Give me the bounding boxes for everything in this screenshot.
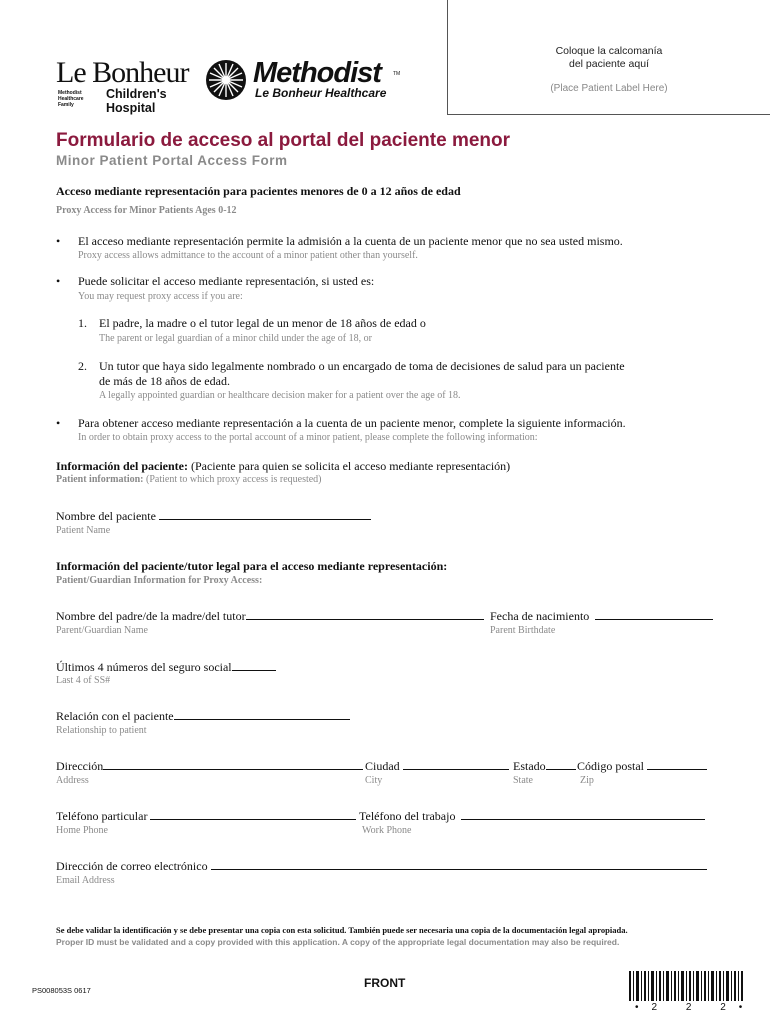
state-label (513, 759, 576, 774)
lebonheur-logo-sub: Children's Hospital (106, 87, 167, 115)
bullet-text-en: You may request proxy access if you are: (78, 291, 243, 302)
bullet-dot: • (56, 234, 61, 248)
section-heading-es: Acceso mediante representación para pacientes menores de 0 a 12 años de edad (56, 184, 461, 198)
home-phone-label-es: Teléfono particular (56, 809, 148, 823)
page-title: Formulario de acceso al portal del paciente menor (56, 130, 511, 151)
form-code: PS008053S 0617 (32, 986, 91, 995)
address-label (56, 759, 363, 774)
address-label-es: Dirección (56, 759, 104, 773)
relationship-label (56, 709, 350, 724)
methodist-logo (205, 57, 410, 105)
list-item-en: The parent or legal guardian of a minor child under the age of 18, or (99, 333, 372, 344)
parent-name-label (56, 609, 484, 624)
ssn-label (56, 660, 276, 675)
parent-name-label-es: Nombre del padre/de la madre/del tutor (56, 609, 246, 623)
lebonheur-logo-family: Methodist Healthcare Family (58, 90, 84, 108)
work-phone-label-es: Teléfono del trabajo (359, 809, 456, 823)
barcode-digits: •2 2 2• (635, 1002, 756, 1013)
birthdate-label (490, 609, 713, 624)
bullet-dot: • (56, 416, 61, 430)
page-subtitle: Minor Patient Portal Access Form (56, 153, 288, 168)
city-label (365, 759, 509, 774)
patient-info-heading-es-rest: (Paciente para quien se solicita el acceso mediante representación) (187, 459, 511, 473)
city-label-es: Ciudad (365, 759, 400, 773)
email-label-en: Email Address (56, 875, 115, 886)
email-field[interactable] (211, 859, 707, 870)
city-field[interactable] (403, 759, 509, 770)
label-box-line1: Coloque la calcomanía (555, 45, 663, 57)
bullet-dot: • (56, 274, 61, 288)
relationship-label-en: Relationship to patient (56, 725, 147, 736)
footnote-en: Proper ID must be validated and a copy provided with this application. A copy of the appropriate legal documentation may also be required. (56, 937, 620, 947)
list-number: 2. (78, 359, 87, 373)
zip-field[interactable] (647, 759, 707, 770)
relationship-label-es: Relación con el paciente (56, 709, 174, 723)
city-label-en: City (365, 775, 383, 786)
trademark-mark: TM (393, 71, 401, 77)
birthdate-field[interactable] (595, 609, 713, 620)
label-box-line3: (Place Patient Label Here) (550, 83, 668, 94)
state-label-en: State (513, 775, 533, 786)
label-box-line2: del paciente aquí (569, 58, 649, 70)
birthdate-label-en: Parent Birthdate (490, 625, 556, 636)
bullet-text-es: El acceso mediante representación permite la admisión a la cuenta de un paciente menor que no sea usted mismo. (78, 234, 623, 248)
home-phone-label-en: Home Phone (56, 825, 108, 836)
ssn-field[interactable] (232, 660, 276, 671)
barcode-digits-value: 2 2 2 (651, 1002, 739, 1013)
section-heading-en: Proxy Access for Minor Patients Ages 0-12 (56, 205, 237, 216)
lebonheur-logo (56, 56, 201, 115)
patient-info-heading-en-rest: (Patient to which proxy access is requested) (143, 474, 322, 485)
patient-label-box (447, 0, 770, 115)
footnote-es: Se debe validar la identificación y se debe presentar una copia con esta solicitud. También puede ser necesaria una copia de la documentación legal apropiada. (56, 925, 628, 935)
address-field[interactable] (103, 759, 363, 770)
ssn-label-es: Últimos 4 números del seguro social (56, 660, 232, 674)
patient-name-label (56, 509, 371, 524)
patient-info-heading-es (56, 459, 510, 474)
barcode-icon (629, 971, 743, 1001)
zip-label-es: Código postal (577, 759, 645, 773)
list-item-es: Un tutor que haya sido legalmente nombrado o un encargado de toma de decisiones de salud para un paciente (99, 359, 625, 373)
parent-name-field[interactable] (246, 609, 484, 620)
birthdate-label-es: Fecha de nacimiento (490, 609, 590, 623)
relationship-field[interactable] (174, 709, 350, 720)
home-phone-field[interactable] (150, 809, 356, 820)
patient-info-heading-es-bold: Información del paciente: (56, 459, 188, 473)
methodist-logo-sub: Le Bonheur Healthcare (255, 86, 387, 100)
address-label-en: Address (56, 775, 89, 786)
methodist-logo-name: Methodist (253, 57, 381, 89)
bullet-text-en: Proxy access allows admittance to the account of a minor patient other than yourself. (78, 250, 418, 261)
ssn-label-en: Last 4 of SS# (56, 675, 111, 686)
home-phone-label (56, 809, 356, 824)
guardian-info-heading-es: Información del paciente/tutor legal para el acceso mediante representación: (56, 559, 448, 573)
sunburst-icon (205, 59, 247, 101)
list-item-en: A legally appointed guardian or healthcare decision maker for a patient over the age of 18. (99, 390, 461, 401)
page-side-label: FRONT (364, 976, 406, 990)
list-number: 1. (78, 316, 87, 330)
patient-name-label-en: Patient Name (56, 525, 111, 536)
bullet-text-es: Puede solicitar el acceso mediante representación, si usted es: (78, 274, 375, 288)
work-phone-label-en: Work Phone (362, 825, 412, 836)
patient-name-label-es: Nombre del paciente (56, 509, 156, 523)
state-label-es: Estado (513, 759, 546, 773)
work-phone-field[interactable] (461, 809, 705, 820)
zip-label-en: Zip (580, 775, 594, 786)
email-label (56, 859, 707, 874)
work-phone-label (359, 809, 705, 824)
patient-info-heading-en-bold: Patient information: (56, 474, 144, 485)
list-item-es: El padre, la madre o el tutor legal de un menor de 18 años de edad o (99, 316, 426, 330)
parent-name-label-en: Parent/Guardian Name (56, 625, 148, 636)
patient-info-heading-en (56, 474, 322, 485)
bullet-text-es: Para obtener acceso mediante representación a la cuenta de un paciente menor, complete la siguiente información. (78, 416, 626, 430)
patient-name-field[interactable] (159, 509, 371, 520)
state-field[interactable] (546, 759, 576, 770)
lebonheur-logo-name: Le Bonheur (56, 56, 189, 89)
bullet-text-en: In order to obtain proxy access to the portal account of a minor patient, please complete the following information: (78, 432, 538, 443)
list-item-es-cont: de más de 18 años de edad. (99, 374, 230, 388)
email-label-es: Dirección de correo electrónico (56, 859, 208, 873)
guardian-info-heading-en: Patient/Guardian Information for Proxy Access: (56, 575, 263, 586)
zip-label (577, 759, 707, 774)
